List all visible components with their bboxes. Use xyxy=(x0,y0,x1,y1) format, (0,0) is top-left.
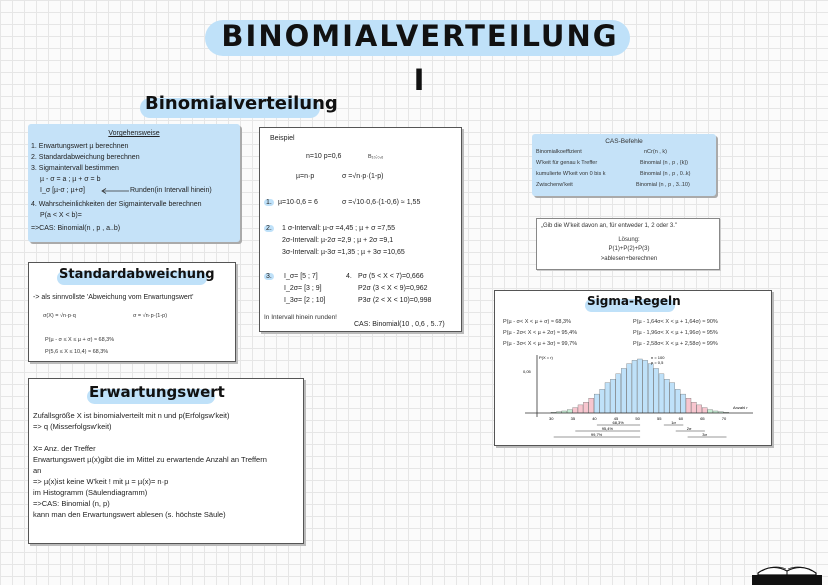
x-tick-label: 65 xyxy=(700,416,705,421)
annotation-n: n = 100 xyxy=(651,355,665,360)
step-4-formula: P(a < X < b)= xyxy=(40,212,82,219)
cas-row-4-cmd: Binomial (n , p , 3..10) xyxy=(636,182,690,188)
beispiel-heading: Beispiel xyxy=(270,135,295,142)
histogram-bar xyxy=(616,374,621,413)
y-tick-label: 0,05 xyxy=(523,369,531,374)
erwartungswert-line-6: an xyxy=(33,466,42,475)
sigma-regeln-heading: Sigma-Regeln xyxy=(587,294,681,308)
beispiel-step4-c: P3σ (2 < X < 10)=0,998 xyxy=(358,297,432,304)
quote-line: P(1)+P(2)+P(3) xyxy=(608,246,650,252)
histogram-bar xyxy=(605,383,610,413)
cas-befehle-box xyxy=(532,134,716,196)
histogram-bar xyxy=(578,405,583,413)
x-tick-label: 30 xyxy=(549,416,554,421)
sigma-right-1: P(µ - 1,64σ< X < µ + 1,64σ) ≈ 90% xyxy=(633,319,718,325)
histogram-bar xyxy=(659,374,664,413)
step1-number: 1. xyxy=(266,199,272,206)
section-title: Binomialverteilung xyxy=(145,93,338,114)
sigma-bracket-label: 68,3% xyxy=(612,420,624,425)
histogram-chart xyxy=(507,351,763,443)
quote-box xyxy=(536,218,720,270)
standardabweichung-heading: Standardabweichung xyxy=(59,267,215,282)
standardabweichung-f4: P(5,6 ≤ X ≤ 10,4) ≈ 68,3% xyxy=(45,349,109,355)
erwartungswert-box xyxy=(28,378,304,544)
beispiel-step1: µ=10·0,6 = 6 xyxy=(278,199,318,206)
erwartungswert-line-9: =>CAS: Binomial (n, p) xyxy=(33,499,110,508)
x-tick-label: 60 xyxy=(678,416,684,421)
x-tick-label: 50 xyxy=(635,416,640,421)
step-1: 1. Erwartungswert µ berechnen xyxy=(31,143,129,150)
arrow-left-icon xyxy=(100,188,130,194)
sigma-left-1: P(µ - σ< X < µ + σ) ≈ 68,3% xyxy=(503,319,571,325)
cas-row-3-label: kumulierte W'keit von 0 bis k xyxy=(536,171,606,177)
step3-number: 3. xyxy=(266,273,272,280)
erwartungswert-line-7: => µ(x)ist keine W'keit ! mit µ = µ(x)= n·p xyxy=(33,477,169,486)
beispiel-step4-b: P2σ (3 < X < 9)=0,962 xyxy=(358,285,428,292)
erwartungswert-heading: Erwartungswert xyxy=(89,383,225,401)
vorgehensweise-heading: Vorgehensweise xyxy=(108,130,160,137)
beispiel-step2-a: 1 σ-Intervall: µ-σ =4,45 ; µ + σ =7,55 xyxy=(282,225,396,232)
x-tick-label: 45 xyxy=(613,416,619,421)
book-icon xyxy=(752,553,822,585)
erwartungswert-line-8: im Histogramm (Säulendiagramm) xyxy=(33,488,148,497)
x-tick-label: 70 xyxy=(721,416,727,421)
standardabweichung-f3: P(µ - σ ≤ X ≤ µ + σ) ≈ 68,3% xyxy=(45,337,115,343)
sigma-width-label: 3σ xyxy=(702,432,708,437)
histogram-bar xyxy=(697,405,702,413)
erwartungswert-line-10: kann man den Erwartungswert ablesen (s. höchste Säule) xyxy=(33,510,226,519)
cas-row-2-cmd: Binomial (n , p , {k}) xyxy=(640,160,688,166)
histogram-bar xyxy=(648,364,653,413)
histogram-bar xyxy=(567,410,572,413)
histogram-bar xyxy=(637,359,642,413)
histogram-bar xyxy=(686,398,691,413)
erwartungswert-line-1: Zufallsgröße X ist binomialverteilt mit n und p(Erfolgsw'keit) xyxy=(33,411,230,420)
step-4: 4. Wahrscheinlichkeiten der Sigmaintervalle berechnen xyxy=(31,201,202,208)
cas-row-4-label: Zwischenw'keit xyxy=(536,182,573,188)
annotation-p: p = 0,5 xyxy=(651,360,664,365)
sigma-right-2: P(µ - 1,96σ< X < µ + 1,96σ) ≈ 95% xyxy=(633,330,718,336)
histogram-bar xyxy=(632,360,637,413)
beispiel-step3-b: I_2σ= [3 ; 9] xyxy=(284,285,322,292)
histogram-bar xyxy=(675,389,680,413)
cas-row-1-cmd: nCr(n , k) xyxy=(644,149,667,155)
histogram-bar xyxy=(664,379,669,413)
histogram-bar xyxy=(594,394,599,413)
quote-note: >ablesen+berechnen xyxy=(600,256,658,262)
sigma-regeln-box xyxy=(494,290,772,446)
step-3-interval: I_σ [µ-σ ; µ+σ] xyxy=(40,187,85,194)
standardabweichung-line1: -> als sinnvollste 'Abweichung vom Erwartungswert' xyxy=(33,294,194,301)
beispiel-step2-b: 2σ-Intervall: µ-2σ =2,9 ; µ + 2σ =9,1 xyxy=(282,237,394,244)
x-tick-label: 35 xyxy=(570,416,576,421)
histogram-bar xyxy=(681,394,686,413)
step-3-note: Runden(in Intervall hinein) xyxy=(130,187,212,194)
beispiel-step4-a: Pσ (5 < X < 7)=0,666 xyxy=(358,273,424,280)
histogram-bar xyxy=(621,368,626,413)
quote-text: „Gib die W'keit davon an, für entweder 1, 2 oder 3." xyxy=(541,223,678,229)
histogram-bar xyxy=(670,383,675,413)
x-tick-label: 40 xyxy=(592,416,597,421)
beispiel-b-label: B₁₀;₀,₆ xyxy=(368,154,384,160)
histogram-bar xyxy=(600,389,605,413)
x-axis-label: Anzahl r xyxy=(733,405,748,410)
histogram-bar xyxy=(610,379,615,413)
standardabweichung-box xyxy=(28,262,236,362)
beispiel-line1: n=10 p=0,6 xyxy=(306,153,342,160)
standardabweichung-f1: σ(X) = √n·p·q xyxy=(43,313,76,319)
sigma-bracket-label: 95,4% xyxy=(601,426,614,431)
histogram-bar xyxy=(573,408,578,413)
x-tick-label: 55 xyxy=(657,416,662,421)
beispiel-cas: CAS: Binomial(10 , 0,6 , 5..7) xyxy=(354,321,445,328)
beispiel-note: In Intervall hinein runden! xyxy=(264,314,337,321)
histogram-bar xyxy=(708,410,713,413)
beispiel-sigma-formula: σ =√n·p·(1-p) xyxy=(342,173,384,180)
step-3: 3. Sigmaintervall bestimmen xyxy=(31,165,119,172)
page-title: BINOMIALVERTEILUNG I xyxy=(221,19,619,97)
histogram-bar xyxy=(627,364,632,413)
erwartungswert-line-4: X= Anz. der Treffer xyxy=(33,444,96,453)
quote-loesung: Lösung: xyxy=(618,237,640,243)
cas-befehle-heading: CAS-Befehle xyxy=(605,138,643,145)
erwartungswert-line-2: => q (Misserfolgsw'keit) xyxy=(33,422,112,431)
sigma-left-3: P(µ - 3σ< X < µ + 3σ) ≈ 99,7% xyxy=(503,341,578,347)
histogram-bar xyxy=(643,360,648,413)
cas-row-3-cmd: Binomial (n , p , 0..k) xyxy=(640,171,691,177)
histogram-bar xyxy=(702,408,707,413)
cas-row-2-label: W'keit für genau k Treffer xyxy=(536,160,598,166)
step2-number: 2. xyxy=(266,225,272,232)
vorgehensweise-box xyxy=(28,124,240,242)
sigma-left-2: P(µ - 2σ< X < µ + 2σ) ≈ 95,4% xyxy=(503,330,578,336)
step-4-cas: =>CAS: Binomial(n , p , a..b) xyxy=(31,225,121,232)
beispiel-mu-formula: µ=n·p xyxy=(296,173,315,180)
histogram-bar xyxy=(583,402,588,413)
beispiel-step3-c: I_3σ= [2 ; 10] xyxy=(284,297,326,304)
beispiel-box xyxy=(259,127,462,332)
histogram-bar xyxy=(654,368,659,413)
sigma-bracket-label: 99,7% xyxy=(590,432,603,437)
beispiel-step2-c: 3σ-Intervall: µ-3σ =1,35 ; µ + 3σ =10,65 xyxy=(282,249,405,256)
sigma-width-label: 1σ xyxy=(671,420,676,425)
sigma-width-label: 2σ xyxy=(686,426,692,431)
histogram-bar xyxy=(589,398,594,413)
cas-row-1-label: Binomialkoeffizient xyxy=(536,149,582,155)
histogram-bar xyxy=(691,402,696,413)
step4-number: 4. xyxy=(346,273,352,280)
step-3-formula: µ - σ = a ; µ + σ = b xyxy=(40,176,101,183)
step-2: 2. Standardabweichung berechnen xyxy=(31,154,140,161)
beispiel-step3-a: I_σ= [5 ; 7] xyxy=(284,273,318,280)
standardabweichung-f2: σ = √n·p·(1-p) xyxy=(133,313,168,319)
y-axis-label: P(X = r) xyxy=(539,355,553,360)
beispiel-step1b: σ =√10·0,6·(1-0,6) ≈ 1,55 xyxy=(342,199,421,206)
erwartungswert-line-5: Erwartungswert µ(x)gibt die im Mittel zu erwartende Anzahl an Treffern xyxy=(33,455,267,464)
sigma-right-3: P(µ - 2,58σ< X < µ + 2,58σ) ≈ 99% xyxy=(633,341,718,347)
